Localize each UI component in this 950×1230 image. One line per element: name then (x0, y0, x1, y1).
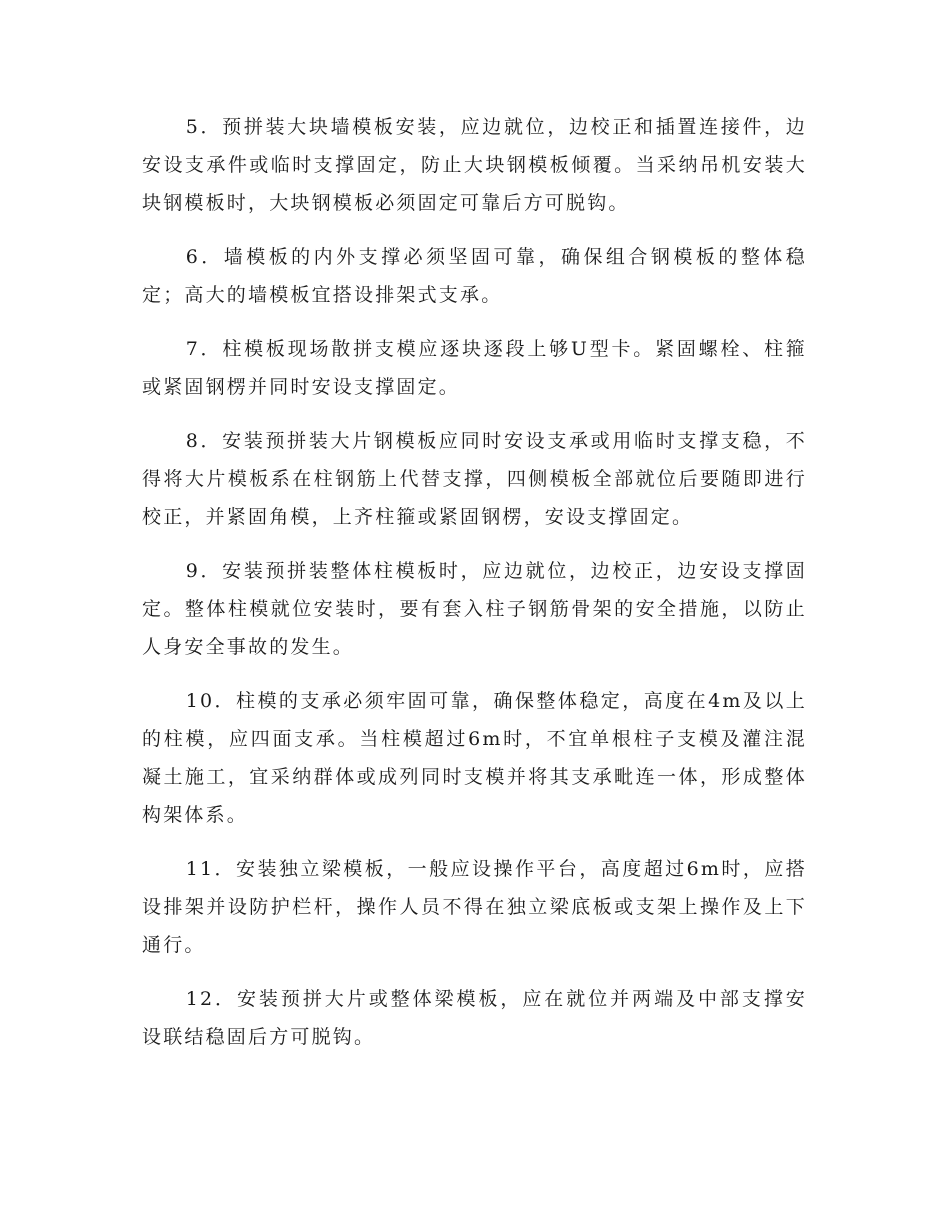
paragraph-10: 10．柱模的支承必须牢固可靠，确保整体稳定，高度在4m及以上的柱模，应四面支承。当柱模超过6m时，不宜单根柱子支模及灌注混凝土施工，宜采纳群体或成列同时支模并将其支承毗连一体，形成整体构架体系。 (142, 690, 807, 826)
paragraph-6: 6．墙模板的内外支撑必须坚固可靠，确保组合钢模板的整体稳定；高大的墙模板宜搭设排架式支承。 (142, 246, 807, 306)
paragraph-5: 5．预拼装大块墙模板安装，应边就位，边校正和插置连接件，边安设支承件或临时支撑固定，防止大块钢模板倾覆。当采纳吊机安装大块钢模板时，大块钢模板必须固定可靠后方可脱钩。 (142, 116, 807, 214)
paragraph-12: 12．安装预拼大片或整体梁模板，应在就位并两端及中部支撑安设联结稳固后方可脱钩。 (142, 988, 807, 1048)
paragraph-8: 8．安装预拼装大片钢模板应同时安设支承或用临时支撑支稳，不得将大片模板系在柱钢筋上代替支撑，四侧模板全部就位后要随即进行校正，并紧固角模，上齐柱箍或紧固钢楞，安设支撑固定。 (142, 430, 807, 528)
paragraph-9: 9．安装预拼装整体柱模板时，应边就位，边校正，边安设支撑固定。整体柱模就位安装时，要有套入柱子钢筋骨架的安全措施，以防止人身安全事故的发生。 (142, 560, 807, 658)
document-body (142, 108, 807, 1072)
paragraph-7: 7．柱模板现场散拼支模应逐块逐段上够U型卡。紧固螺栓、柱箍或紧固钢楞并同时安设支撑固定。 (142, 338, 807, 398)
paragraph-11: 11．安装独立梁模板，一般应设操作平台，高度超过6m时，应搭设排架并设防护栏杆，操作人员不得在独立梁底板或支架上操作及上下通行。 (142, 858, 807, 956)
